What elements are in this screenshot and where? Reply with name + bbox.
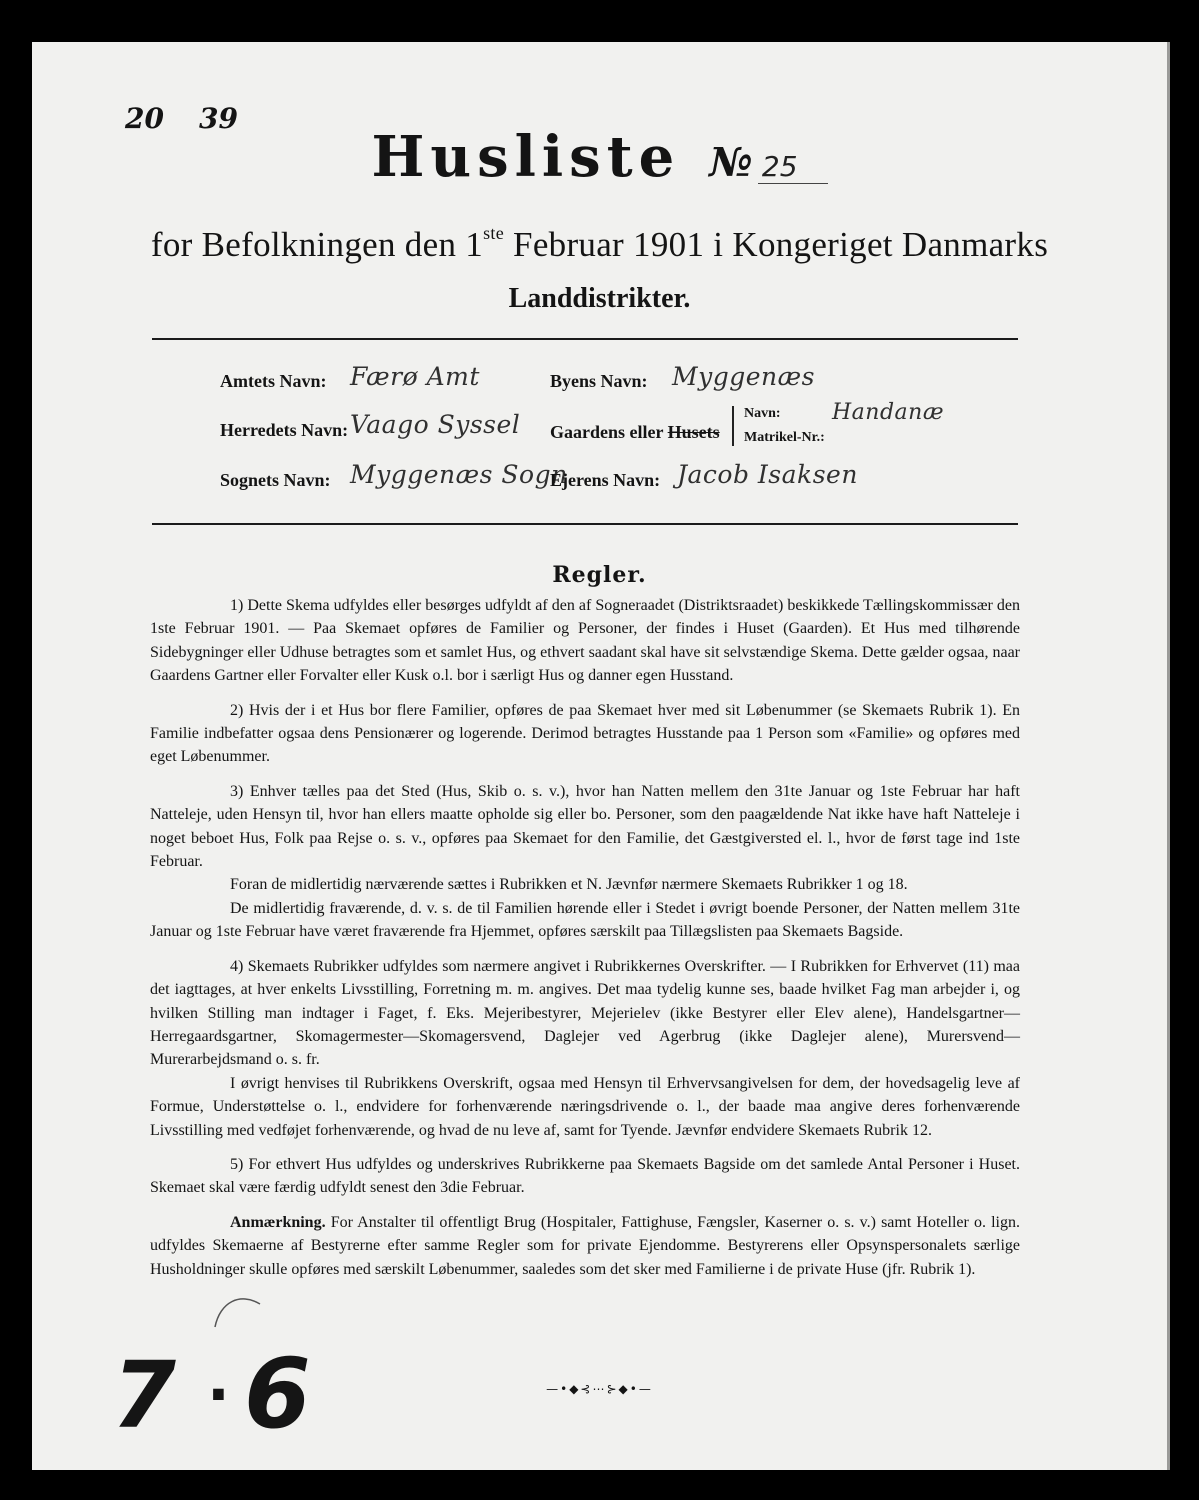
gaard-label	[550, 422, 720, 443]
herred-value-handwritten: Vaago Syssel	[350, 410, 521, 439]
big-handwritten-mark-left: 7	[112, 1342, 177, 1449]
amt-label: Amtets Navn:	[220, 371, 327, 391]
bottom-rule	[152, 523, 1018, 525]
herred-label: Herredets Navn:	[220, 420, 349, 440]
subtitle-part-1: for Befolkningen den 1	[150, 225, 484, 264]
brace	[732, 406, 742, 446]
rules-text	[150, 594, 1020, 1292]
number-sign: №	[709, 139, 753, 186]
big-handwritten-dash: ·	[207, 1360, 230, 1430]
rule-4: 4) Skemaets Rubrikker udfyldes som nærmere angivet i Rubrikkernes Overskrifter. — I Rubrikken for Erhvervet (11) maa det iagttages, at hver enkelts Livsstilling, Forretning m. m. angives. Det maa tydelig kunne ses, baade hvilket Fag man arbejder i, og hvilken Stilling man indtager i Faget, f. Eks. Mejeribestyrer, Mejerielev (ikke Bestyrer eller Elev alene), Handelsgartner—Herregaardsgartner, Skomagermester—Skomagersvend, Daglejer ved Agerbrug (ikke Daglejer alene), Murersvend—Murerarbejdsmand o. s. fr.	[150, 957, 1020, 1069]
title-row	[32, 124, 1167, 190]
list-number-handwritten: 25	[758, 150, 828, 184]
byens-label: Byens Navn:	[550, 371, 648, 391]
ejer-label: Ejerens Navn:	[550, 470, 661, 490]
corner-number-right: 39	[199, 102, 238, 135]
page-title: Husliste	[371, 124, 681, 190]
rule-1: 1) Dette Skema udfyldes eller besørges udfyldt af den af Sogneraadet (Distriktsraadet) beskikkede Tællingskommissær den 1ste Februar 1901. — Paa Skemaet opføres de Familier og Personer, der findes i Huset (Gaarden). Et Hus med tilhørende Sidebygninger eller Udhuse betragtes som et samlet Hus, og ethvert saadant skal have sit selvstændige Skema. Dette gælder ogsaa, naar Gaardens Gartner eller Forvalter eller Kusk o.l. bor i særligt Hus og danner egen Husstand.	[150, 597, 1020, 685]
ejer-value-handwritten: Jacob Isaksen	[677, 460, 858, 489]
rule-3-continued-b: De midlertidig fraværende, d. v. s. de til Familien hørende eller i Stedet i øvrigt boende Personer, der Natten mellem 31te Januar og 1ste Februar have været fraværende fra Hjemmet, opføres særskilt paa Tillægslisten paa Skemaets Bagside.	[150, 899, 1020, 941]
rule-3: 3) Enhver tælles paa det Sted (Hus, Skib o. s. v.), hvor han Natten mellem den 31te Januar og 1ste Februar har haft Natteleje, uden Hensyn til, hvor han ellers maatte opholde sig eller bo. Personer, som den paagældende Nat ikke have haft Natteleje i noget beboet Hus, Folk paa Rejse o. s. v., opføres paa Skemaet for den Familie, det Gæstgiversted el. l., hvor de først tage ind 1ste Februar.	[150, 782, 1020, 871]
rule-4-continued: I øvrigt henvises til Rubrikkens Overskrift, ogsaa med Hensyn til Erhvervsangivelsen for dem, der hovedsagelig leve af Formue, Understøttelse o. l., endvidere for forhenværende næringsdrivende o. l., der baade maa angive deres forhenværende Livsstilling med vedføjet forhenværende, og hvad de nu leve af, samt for Tyende. Jævnfør endvidere Skemaets Rubrik 12.	[150, 1074, 1020, 1139]
sogn-value-handwritten: Myggenæs Sogn	[350, 460, 568, 489]
gaard-label-struck: Husets	[667, 422, 720, 442]
subtitle-part-2: Februar 1901 i Kongeriget Danmarks	[504, 225, 1049, 264]
sogn-label: Sognets Navn:	[220, 470, 331, 490]
annotation-label: Anmærkning.	[230, 1213, 326, 1231]
annotation	[150, 1211, 1020, 1281]
subtitle-superscript: ste	[483, 223, 504, 243]
corner-number-left: 20	[125, 102, 164, 135]
annotation-text: For Anstalter til offentligt Brug (Hospitaler, Fattighuse, Fængsler, Kaserner o. s. v.) samt Hoteller o. lign. udfyldes Skemaerne af Bestyrerne efter samme Regler som for private Ejendomme. Bestyrerens eller Opsynspersonalets særlige Husholdninger skulle opføres med særskilt Løbenummer, saaledes som det sker med Familierne i de private Huse (jfr. Rubrik 1).	[150, 1213, 1020, 1278]
rule-5: 5) For ethvert Hus udfyldes og underskrives Rubrikkerne paa Skemaets Bagside om det samlede Antal Personer i Huset. Skemaet skal være færdig udfyldt senest den 3die Februar.	[150, 1155, 1020, 1197]
big-handwritten-mark-right: 6	[244, 1338, 311, 1450]
top-rule	[152, 338, 1018, 340]
district-type-heading: Landdistrikter.	[508, 283, 691, 314]
byens-value-handwritten: Myggenæs	[672, 362, 815, 391]
rules-heading: Regler.	[552, 562, 647, 588]
amt-value-handwritten: Færø Amt	[350, 362, 480, 391]
rule-2: 2) Hvis der i et Hus bor flere Familier, opføres de paa Skemaet hver med sit Løbenummer (se Skemaets Rubrik 1). En Familie indbefatter ogsaa dens Pensionærer og logerende. Derimod betragtes Husstande paa 1 Person som «Familie» og opføres med eget Løbenummer.	[150, 701, 1020, 766]
census-form-page	[32, 42, 1167, 1470]
gaard-label-part: Gaardens eller	[550, 422, 668, 442]
rule-3-continued-a: Foran de midlertidig nærværende sættes i Rubrikken et N. Jævnfør nærmere Skemaets Rubrikker 1 og 18.	[230, 876, 908, 894]
ornament-divider: —•◆⊰⋯⊱◆•—	[546, 1382, 653, 1396]
matrikel-label: Matrikel-Nr.:	[744, 430, 825, 445]
subtitle	[32, 225, 1167, 265]
navn-label: Navn:	[744, 406, 781, 421]
gaard-name-handwritten: Handanæ	[832, 400, 945, 425]
pencil-mark	[210, 1292, 270, 1332]
